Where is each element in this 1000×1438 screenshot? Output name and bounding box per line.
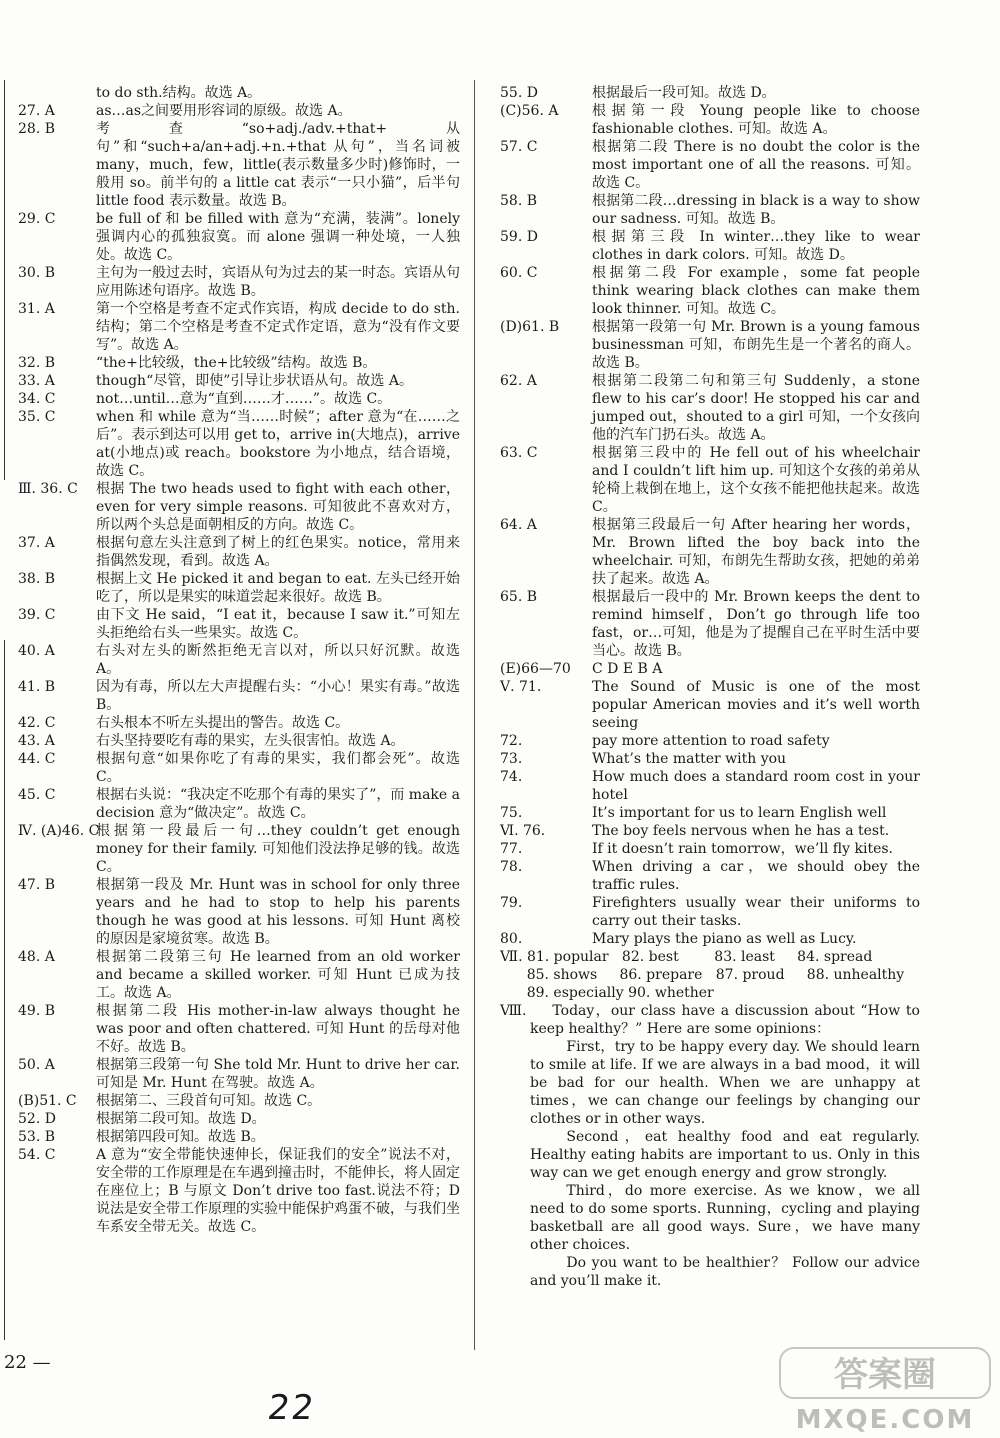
vocab-row: 85. shows 86. prepare 87. proud 88. unhealthy [500,967,905,983]
answer-explanation: 右头坚持要吃有毒的果实，左头很害怕。故选 A。 [96,733,405,749]
site-watermark-logo [778,1344,992,1434]
answer-explanation: The Sound of Music is one of the most popular American movies and it’s well worth seeing [592,679,920,731]
answer-entry [500,192,920,228]
answer-entry [18,876,460,948]
handwritten-mark: 22 [265,1388,319,1428]
answer-entry [18,1056,460,1092]
column-divider [474,80,475,1350]
answer-entry [18,1128,460,1146]
answer-explanation: C D E B A [592,661,663,677]
answer-number: 37. A [18,535,55,551]
essay-paragraph: First，try to be happy every day. We should learn to smile at life. If we are always in a bad mood，it will be bad for our health. When we are unhappy at times，we can change our feelings by changing our clothes or in other ways. [530,1039,920,1127]
answer-entry [18,354,460,372]
answer-number: Ⅲ. 36. C [18,481,78,497]
answer-entry [500,768,920,804]
answer-entry [18,102,460,120]
left-edge-line [4,80,5,480]
answer-entry [18,822,460,876]
answer-explanation: when 和 while 意为“当……时候”；after 意为“在……之后”。表示到达可以用 get to，arrive in(大地点)，arrive at(小地点)或 reach。bookstore 为小地点，结合语境，故选 C。 [96,409,460,479]
answer-number: 58. B [500,193,538,209]
answer-number: 64. A [500,517,537,533]
answer-number: 52. D [18,1111,56,1127]
answer-number: 73. [500,751,523,767]
answer-explanation: 根据第二段…dressing in black is a way to show our sadness. 可知。故选 B。 [592,193,920,227]
answer-entry [18,210,460,264]
answer-entry [18,300,460,354]
answer-number: 34. C [18,391,56,407]
answer-number: 48. A [18,949,55,965]
answer-entry [500,372,920,444]
answer-number: 57. C [500,139,538,155]
answer-entry [18,84,460,102]
answer-explanation: 根据第二、三段首句可知。故选 C。 [96,1093,322,1109]
answer-entry [18,120,460,210]
answer-number: 28. B [18,121,56,137]
answer-explanation: 根据第一段及 Mr. Hunt was in school for only three years and he had to stop to help his parents though he was good at his lessons. 可知 Hunt 离校的原因是家境贫寒。故选 B。 [96,877,460,947]
answer-entry [500,516,920,588]
answer-entry [18,642,460,678]
answer-entry [18,390,460,408]
answer-column-left [18,84,460,1236]
answer-entry [500,732,920,750]
answer-number: 31. A [18,301,55,317]
answer-number: 53. B [18,1129,56,1145]
answer-entry [500,138,920,192]
answer-number: 55. D [500,85,538,101]
answer-explanation: 根据第一段第一句 Mr. Brown is a young famous businessman 可知，布朗先生是一个著名的商人。故选 B。 [592,319,920,371]
answer-explanation: “the+比较级，the+比较级”结构。故选 B。 [96,355,377,371]
answer-explanation: 根据第四段可知。故选 B。 [96,1129,265,1145]
vocab-section [500,948,920,1002]
answer-number: 42. C [18,715,56,731]
answer-entry [500,102,920,138]
answer-explanation: 根据最后一段可知。故选 D。 [592,85,776,101]
answer-entry [500,750,920,768]
answer-number: 60. C [500,265,538,281]
answer-explanation: It’s important for us to learn English well [592,805,887,821]
answer-explanation: What’s the matter with you [592,751,787,767]
essay-section [500,1002,920,1290]
answer-explanation: 由下文 He said，“I eat it，because I saw it.”可知左头拒绝给右头一些果实。故选 C。 [96,607,460,641]
answer-explanation: When driving a car，we should obey the traffic rules. [592,859,920,893]
answer-explanation: 根据第三段第一句 She told Mr. Hunt to drive her car. 可知是 Mr. Hunt 在驾驶。故选 A。 [96,1057,460,1091]
answer-number: 77. [500,841,523,857]
essay-body [530,1002,920,1290]
answer-explanation: though“尽管，即使”引导让步状语从句。故选 A。 [96,373,413,389]
answer-entry [18,750,460,786]
answer-entry [500,660,920,678]
answer-explanation: not…until…意为“直到……才……”。故选 C。 [96,391,392,407]
essay-paragraph: Today，our class have a discussion about “How to keep healthy？” Here are some opinions： [530,1003,920,1037]
answer-entry [18,606,460,642]
answer-explanation: 根据第三段中的 He fell out of his wheelchair and I couldn’t lift him up. 可知这个女孩的弟弟从轮椅上栽倒在地上，这个女孩不能把他扶起来。故选 C。 [592,445,920,515]
answer-entry [18,1092,460,1110]
answer-number: 32. B [18,355,56,371]
answer-entry [500,930,920,948]
answer-number: (C)56. A [500,103,559,119]
answer-explanation: The boy feels nervous when he has a test. [592,823,890,839]
answer-number: (E)66—70 [500,661,571,677]
answer-number: 80. [500,931,523,947]
answer-entry [500,444,920,516]
answer-entry [500,318,920,372]
answer-number: 30. B [18,265,56,281]
answer-explanation: 根据上文 He picked it and began to eat. 左头已经开始吃了，所以是果实的味道尝起来很好。故选 B。 [96,571,460,605]
answer-number: (B)51. C [18,1093,77,1109]
answer-explanation: 根据第二段第三句 He learned from an old worker and became a skilled worker. 可知 Hunt 已成为技工。故选 A。 [96,949,460,1001]
watermark-top: 答案圈 [834,1355,936,1395]
answer-explanation: 根据第二段 His mother-in-law always thought he was poor and often chattered. 可知 Hunt 的岳母对他不好。故选 B。 [96,1003,460,1055]
answer-explanation: 根据第二段 For example，some fat people think wearing black clothes can make them look thinner. 可知。故选 C。 [592,265,920,317]
answer-explanation: 根据句意左头注意到了树上的红色果实。notice，常用来指偶然发现，看到。故选 A。 [96,535,460,569]
answer-number: 79. [500,895,523,911]
answer-number: 78. [500,859,523,875]
answer-entry [500,228,920,264]
right-entries [500,84,920,948]
answer-explanation: 根据句意“如果你吃了有毒的果实，我们都会死”。故选 C。 [96,751,460,785]
answer-number: 35. C [18,409,56,425]
answer-explanation: 根据第二段第二句和第三句 Suddenly，a stone flew to his car’s door! He stopped his car and jumped out，shouted to a girl 可知，一个女孩向他的汽车门扔石头。故选 A。 [592,373,920,443]
answer-number: 40. A [18,643,55,659]
vocab-row: 89. especially 90. whether [500,985,714,1001]
answer-explanation: How much does a standard room cost in your hotel [592,769,920,803]
answer-explanation: A 意为“安全带能快速伸长，保证我们的安全”说法不对，安全带的工作原理是在车遇到撞击时，不能伸长，将人固定在座位上；B 与原文 Don’t drive too fast.说法不符；D 说法是安全带工作原理的实验中能保护鸡蛋不破，与我们坐车系安全带无关。故选 C。 [96,1147,460,1235]
essay-paragraph: Second，eat healthy food and eat regularly. Healthy eating habits are important to us. Only in this way can we get enough energy and grow strongly. [530,1129,920,1181]
answer-entry [18,264,460,300]
answer-explanation: pay more attention to road safety [592,733,830,749]
answer-number: Ⅵ. 76. [500,823,546,839]
answer-explanation: 根据第三段最后一句 After hearing her words，Mr. Brown lifted the boy back into the wheelchair. 可知，布朗先生帮助女孩，把她的弟弟扶了起来。故选 A。 [592,517,920,587]
answer-entry [18,732,460,750]
answer-entry [500,894,920,930]
answer-number: 47. B [18,877,56,893]
answer-number: 45. C [18,787,56,803]
answer-entry [18,786,460,822]
answer-number: 44. C [18,751,56,767]
answer-number: 49. B [18,1003,56,1019]
answer-entry [18,480,460,534]
answer-explanation: 主句为一般过去时，宾语从句为过去的某一时态。宾语从句应用陈述句语序。故选 B。 [96,265,460,299]
answer-explanation: Mary plays the piano as well as Lucy. [592,931,857,947]
answer-number: 72. [500,733,523,749]
answer-number: 54. C [18,1147,56,1163]
vocab-row: Ⅶ. 81. popular 82. best 83. least 84. spread [500,949,873,965]
answer-entry [500,264,920,318]
answer-explanation: 根据最后一段中的 Mr. Brown keeps the dent to remind himself，Don’t go through life too fast，or…可知，他是为了提醒自己在平时生活中要当心。故选 B。 [592,589,920,659]
answer-entry [18,570,460,606]
answer-explanation: Firefighters usually wear their uniforms to carry out their tasks. [592,895,920,929]
answer-entry [18,714,460,732]
answer-entry [500,822,920,840]
answer-entry [500,840,920,858]
answer-explanation: 根据第三段 In winter…they like to wear clothes in dark colors. 可知。故选 D。 [592,229,920,263]
answer-explanation: 根据第一段 Young people like to choose fashionable clothes. 可知。故选 A。 [592,103,920,137]
answer-entry [18,372,460,390]
answer-explanation: 根据 The two heads used to fight with each other，even for very simple reasons. 可知彼此不喜欢对方，所以两个头总是面朝相反的方向。故选 C。 [96,481,460,533]
answer-number: 38. B [18,571,56,587]
answer-number: 27. A [18,103,55,119]
answer-explanation: to do sth.结构。故选 A。 [96,85,262,101]
answer-number: 29. C [18,211,56,227]
answer-entry [500,84,920,102]
answer-entry [18,1146,460,1236]
answer-explanation: 根据第二段可知。故选 D。 [96,1111,266,1127]
answer-explanation: 根据第一段最后一句…they couldn’t get enough money for their family. 可知他们没法挣足够的钱。故选 C。 [96,823,460,875]
page-number: 22 — [4,1352,51,1373]
answer-entry [18,678,460,714]
answer-entry [18,534,460,570]
answer-explanation: 根据右头说：“我决定不吃那个有毒的果实了”，而 make a decision 意为“做决定”。故选 C。 [96,787,460,821]
answer-explanation: be full of 和 be filled with 意为“充满，装满”。lonely 强调内心的孤独寂寞。而 alone 强调一种处境，一人独处。故选 C。 [96,211,460,263]
answer-entry [18,408,460,480]
answer-entry [18,1002,460,1056]
watermark-bottom: MXQE.COM [795,1405,975,1434]
essay-paragraph: Third，do more exercise. As we know，we all need to do some sports. Running，cycling and playing basketball are all good ways. Sure，we have many other choices. [530,1183,920,1253]
answer-number: 65. B [500,589,538,605]
answer-number: Ⅳ. (A)46. C [18,823,100,839]
answer-number: 59. D [500,229,538,245]
answer-number: (D)61. B [500,319,560,335]
answer-number: 50. A [18,1057,55,1073]
answer-number: 41. B [18,679,56,695]
answer-entry [500,678,920,732]
answer-entry [18,1110,460,1128]
answer-number: 39. C [18,607,56,623]
answer-number: 74. [500,769,523,785]
answer-explanation: 第一个空格是考查不定式作宾语，构成 decide to do sth.结构；第二个空格是考查不定式作定语，意为“没有作文要写”。故选 A。 [96,301,460,353]
answer-explanation: 右头对左头的断然拒绝无言以对，所以只好沉默。故选 A。 [96,643,460,677]
answer-number: 75. [500,805,523,821]
answer-explanation: 因为有毒，所以左大声提醒右头：“小心！果实有毒。”故选 B。 [96,679,460,713]
answer-explanation: as…as之间要用形容词的原级。故选 A。 [96,103,352,119]
left-edge-line-lower [4,640,5,1340]
answer-number: 62. A [500,373,537,389]
answer-entry [500,588,920,660]
answer-entry [18,948,460,1002]
answer-explanation: If it doesn’t rain tomorrow，we’ll fly kites. [592,841,893,857]
answer-number: 43. A [18,733,55,749]
answer-entry [500,858,920,894]
answer-column-right [500,84,920,1290]
answer-entry [500,804,920,822]
essay-paragraph: Do you want to be healthier？ Follow our advice and you’ll make it. [530,1255,920,1289]
answer-number: 33. A [18,373,55,389]
answer-explanation: 右头根本不听左头提出的警告。故选 C。 [96,715,350,731]
answer-number: Ⅴ. 71. [500,679,542,695]
essay-label: Ⅷ. [500,1003,527,1019]
answer-number: 63. C [500,445,538,461]
answer-explanation: 考查“so+adj./adv.+that+从句”和“such+a/an+adj.+n.+that 从句”，当名词被 many，much，few，little(表示数量多少时)修饰时，一般用 so。前半句的 a little cat 表示“一只小猫”，后半句 little food 表示数量。故选 B。 [96,121,460,209]
answer-explanation: 根据第二段 There is no doubt the color is the most important one of all the reasons. 可知。故选 C。 [592,139,920,191]
